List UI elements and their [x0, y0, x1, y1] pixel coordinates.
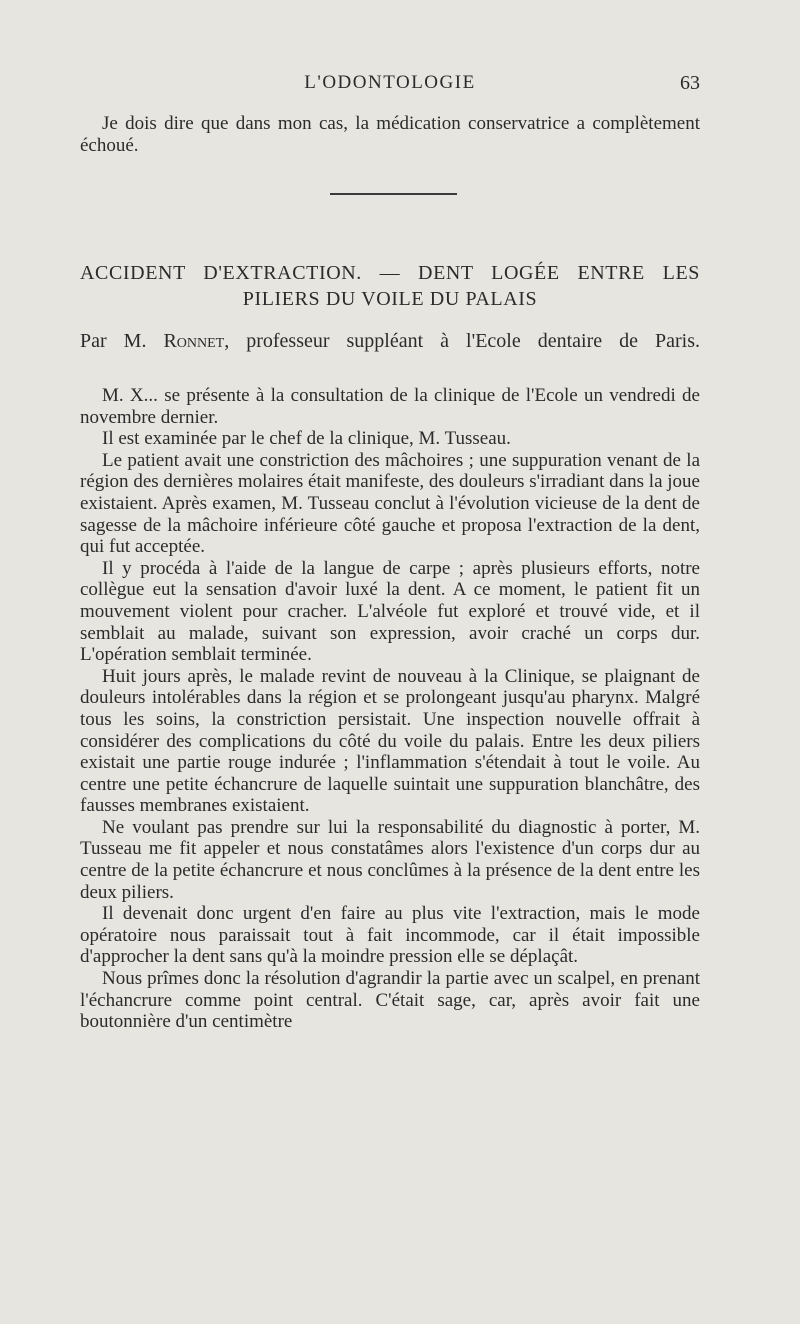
body-paragraph: Ne voulant pas prendre sur lui la responsabilité du diagnostic à porter, M. Tusseau me fit appeler et nous constatâmes alors l'existence d'un corps dur au centre de la petite échancrure et nous conclûmes à la présence de la dent entre les deux piliers.	[80, 816, 700, 903]
byline-author: Ronnet	[163, 330, 225, 352]
opening-paragraph: Je dois dire que dans mon cas, la médication conservatrice a complètement échoué.	[80, 113, 700, 156]
body-paragraph: Huit jours après, le malade revint de nouveau à la Clinique, se plaignant de douleurs intolérables dans la région et se prolongeant jusqu'au pharynx. Malgré tous les soins, la constriction persistait. Une inspection nouvelle offrait à considérer des complications du côté du voile du palais. Entre les deux piliers existait une partie rouge indurée ; l'inflammation s'étendait à tout le voile. Au centre une petite échancrure de laquelle suintait une suppuration blanchâtre, des fausses membranes existaient.	[80, 665, 700, 817]
running-title: L'ODONTOLOGIE	[304, 72, 476, 93]
section-divider	[330, 193, 457, 195]
byline-prefix: Par M.	[80, 330, 147, 352]
article-title-line-2: PILIERS DU VOILE DU PALAIS	[242, 288, 538, 310]
article-title	[80, 260, 700, 312]
opening-paragraph-block	[80, 113, 700, 156]
body-paragraph: Il est examinée par le chef de la clinique, M. Tusseau.	[102, 428, 511, 450]
page-number: 63	[680, 72, 700, 94]
byline-rest: , professeur suppléant à l'Ecole dentaire de Paris.	[224, 330, 701, 352]
body-paragraph: Il y procéda à l'aide de la langue de carpe ; après plusieurs efforts, notre collègue eut la sensation d'avoir luxé la dent. A ce moment, le patient fit un mouvement violent pour cracher. L'alvéole fut exploré et trouvé vide, et il semblait au malade, suivant son expression, avoir craché un corps dur. L'opération semblait terminée.	[80, 557, 700, 666]
body-paragraph: Il devenait donc urgent d'en faire au plus vite l'extraction, mais le mode opératoire nous paraissait tout à fait incommode, car il était impossible d'approcher la dent sans qu'à la moindre pression elle se déplaçât.	[80, 903, 700, 968]
body-paragraph: M. X... se présente à la consultation de la clinique de l'Ecole un vendredi de novembre dernier.	[80, 385, 700, 428]
running-head	[80, 72, 700, 98]
article-body	[80, 385, 700, 1033]
article-title-line-1: ACCIDENT D'EXTRACTION. — DENT LOGÉE ENTRE LES	[80, 262, 700, 284]
body-paragraph: Nous prîmes donc la résolution d'agrandir la partie avec un scalpel, en prenant l'échancrure comme point central. C'était sage, car, après avoir fait une boutonnière d'un centimètre	[80, 968, 700, 1033]
article-byline	[80, 328, 700, 354]
body-paragraph: Le patient avait une constriction des mâchoires ; une suppuration venant de la région des dernières molaires était manifeste, des douleurs s'irradiant dans la joue existaient. Après examen, M. Tusseau conclut à l'évolution vicieuse de la dent de sagesse de la mâchoire inférieure côté gauche et proposa l'extraction de la dent, qui fut acceptée.	[80, 449, 700, 558]
